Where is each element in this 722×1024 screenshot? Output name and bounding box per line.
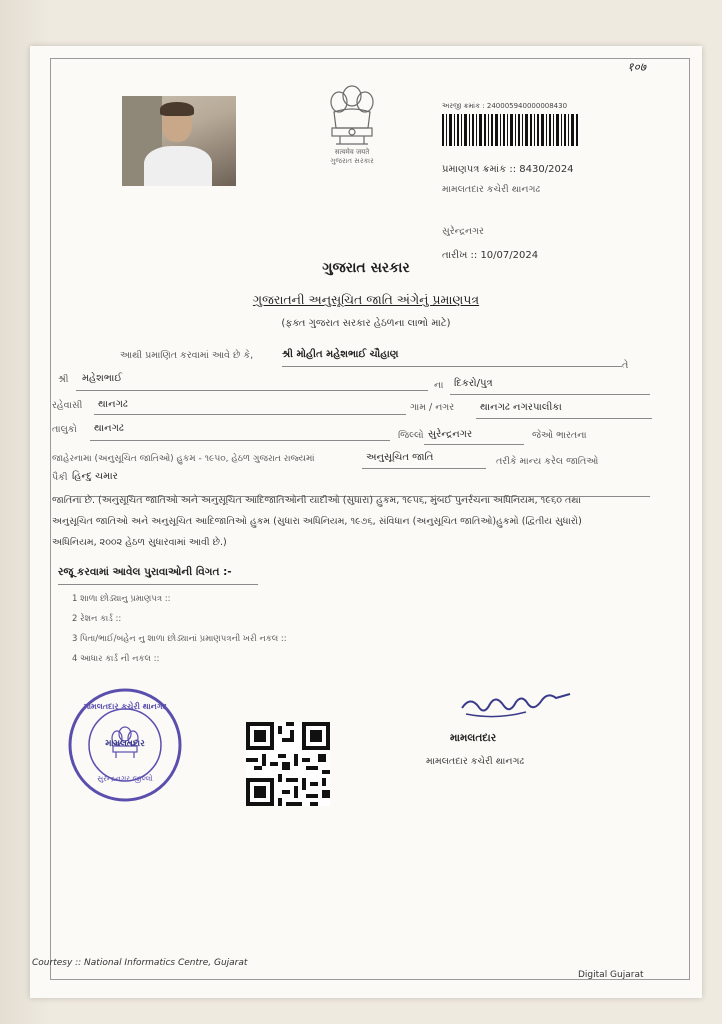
caste-category: અનુસૂચિત જાતિ xyxy=(366,452,434,463)
jemo-label: જેઓ ભારતના xyxy=(532,430,587,441)
emblem-govt: ગુજરાત સરકાર xyxy=(330,157,374,165)
district-place: સુરેન્દ્રનગર xyxy=(442,226,484,237)
paragraph-line: અધિનિયમ, ૨૦૦૨ હેઠળ સુધારવામાં આવી છે.) xyxy=(52,537,227,548)
taluka-label: તાલુકો xyxy=(52,424,77,435)
te-label: તે xyxy=(622,360,629,371)
issuer-office: મામલતદાર કચેરી થાનગઢ xyxy=(442,184,541,195)
certificate-number-label: પ્રમાણપત્ર ક્રમાંક :: xyxy=(442,164,517,175)
legal-paragraph xyxy=(52,490,662,553)
recognized-label: તરીકે માન્ય કરેલ જાતિઓ xyxy=(496,456,599,467)
stamp-bottom-text: સુરેન્દ્રનગર જીલ્લો xyxy=(97,774,153,783)
village-label: ગામ / નગર xyxy=(410,402,455,413)
emblem-motto: सत्यमेव जयते xyxy=(334,148,370,156)
official-stamp xyxy=(66,686,184,804)
paragraph-line: અનુસૂચિત જાતિઓ અને અનુસૂચિત આદિજાતિઓ હુકમ (સુધારા અધિનિયમ, ૧૯૭૬, સંવિધાન (અનુસૂચિત જાતિઓ)હુકમો (દ્વિતીય સુધારો) xyxy=(52,516,582,527)
application-number: અરજી ક્રમાંક : 240005940000008430 xyxy=(442,102,568,110)
barcode xyxy=(442,114,580,146)
signature-icon xyxy=(456,686,576,726)
notification-label: જાહેરનામા (અનુસૂચિત જાતિઓ) હુકમ - ૧૯૫૦, હેઠળ ગુજરાત રાજ્યમાં xyxy=(52,454,315,464)
shri-label: શ્રી xyxy=(58,374,69,385)
certificate-number-row xyxy=(442,164,574,175)
national-emblem xyxy=(322,82,382,168)
qr-code xyxy=(246,722,330,806)
footer-courtesy: Courtesy :: National Informatics Centre, Gujarat xyxy=(32,958,248,968)
document-item: 1 શાળા છોડ્યાનુ પ્રમાણપત્ર :: xyxy=(72,594,171,604)
document-item: 4 આધાર કાર્ડ ની નકલ :: xyxy=(72,654,160,664)
signatory-title: મામલતદાર xyxy=(450,732,497,744)
resident-label: રહેવાસી xyxy=(52,400,83,411)
paiki-label: પૈકી xyxy=(52,472,68,483)
footer-brand: Digital Gujarat xyxy=(578,970,644,980)
certificate-title: ગુજરાતની અનુસૂચિત જાતિ અંગેનું પ્રમાણપત્ર xyxy=(252,292,480,307)
paragraph-line: જાતિના છે. (અનુસૂચિત જાતિઓ અને અનુસૂચિત આદિજાતિઓની યાદીઓ (સુધારા) હુકમ, ૧૯૫૬, મુંબઈ પુનર્રચના અધિનિયમ, ૧૯૬૦ તથા xyxy=(52,495,581,506)
issue-date: 10/07/2024 xyxy=(480,250,539,261)
qr-code-icon xyxy=(246,722,330,806)
district: સુરેન્દ્રનગર xyxy=(428,429,473,440)
district-label: જિલ્લો xyxy=(398,430,424,441)
government-title: ગુજરાત સરકાર xyxy=(322,260,410,276)
signatory-office: મામલતદાર કચેરી થાનગઢ xyxy=(426,756,525,767)
certificate-sheet xyxy=(30,46,702,998)
stamp-top-text: મામલતદાર કચેરી થાનગઢ xyxy=(83,702,167,711)
relation: દિકરો/પુત્ર xyxy=(454,378,493,389)
na-label: ના xyxy=(434,380,444,391)
caste: હિન્દુ ચમાર xyxy=(72,471,118,482)
applicant-name: શ્રી મોહીત મહેશભાઈ ચૌહાણ xyxy=(282,349,399,360)
stamp-center-text: મામલતદાર xyxy=(105,739,145,749)
document-item: 2 રેશન કાર્ડ :: xyxy=(72,614,122,624)
taluka: થાનગઢ xyxy=(94,423,124,434)
village: થાનગઢ નગરપાલીકા xyxy=(480,402,562,413)
certificate-subtitle: (ફક્ત ગુજરાત સરકાર હેઠળના લાભો માટે) xyxy=(281,318,451,329)
page-number: १०७ xyxy=(627,60,646,74)
emblem-icon xyxy=(322,82,382,148)
applicant-photo xyxy=(122,96,236,186)
resident: થાનગઢ xyxy=(98,399,128,410)
certificate-number: 8430/2024 xyxy=(519,164,574,175)
date-label: તારીખ :: xyxy=(442,250,478,261)
documents-heading: રજૂ કરવામાં આવેલ પુરાવાઓની વિગત :- xyxy=(58,566,232,578)
intro-text: આથી પ્રમાણિત કરવામાં આવે છે કે, xyxy=(120,350,254,361)
document-item: 3 પિતા/ભાઈ/બહેન નુ શાળા છોડ્યાનાં પ્રમાણપત્રની ખરી નકલ :: xyxy=(72,634,287,644)
barcode-icon xyxy=(442,114,580,146)
signature xyxy=(456,686,576,726)
father-name: મહેશભાઈ xyxy=(82,373,123,384)
